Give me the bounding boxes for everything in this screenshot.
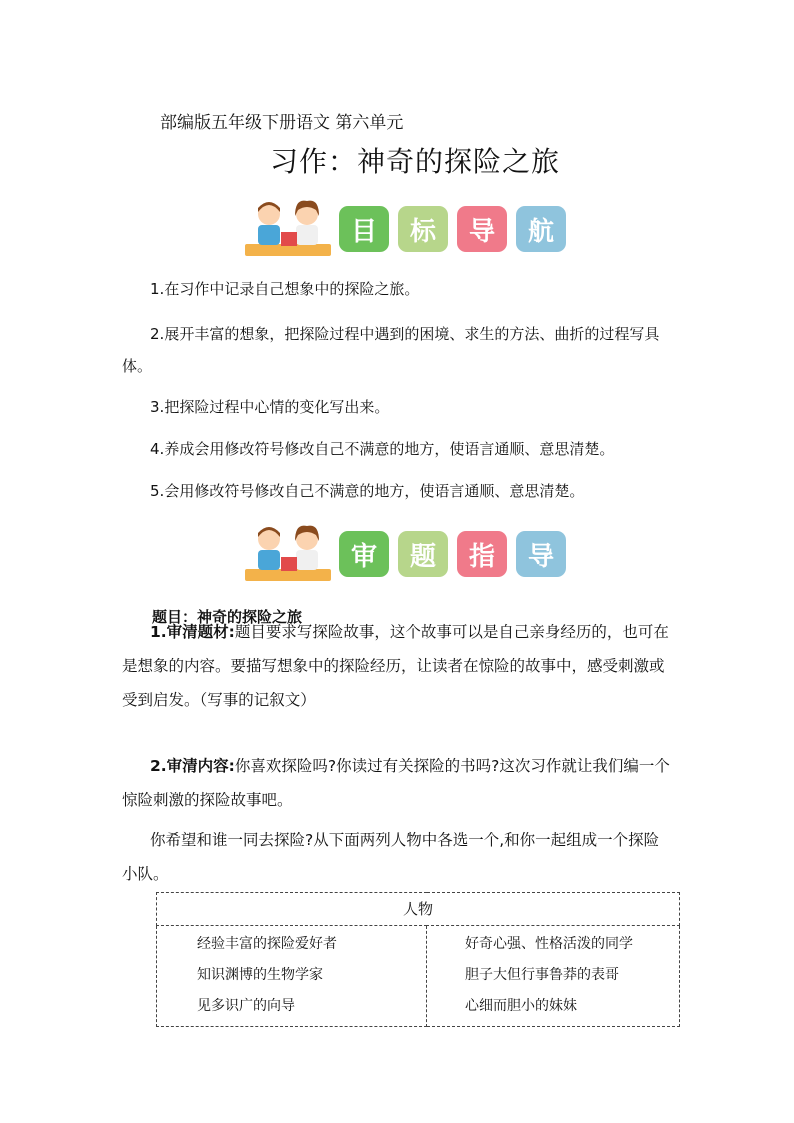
point-1: 1.审清题材:题目要求写探险故事，这个故事可以是自己亲身经历的，也可在是想象的内容。要描写想象中的探险经历，让读者在惊险的故事中，感受刺激或受到启发。（写事的记叙文） [122, 623, 669, 709]
banner-char-3: 指 [457, 531, 507, 577]
banner-char-1: 目 [339, 206, 389, 252]
left-column [157, 926, 427, 1027]
banner-char-3: 导 [457, 206, 507, 252]
character-table [156, 892, 680, 1027]
list-item: 胆子大但行事鲁莽的表哥 [465, 967, 619, 983]
table-header: 人物 [157, 893, 680, 926]
goal-1: 1.在习作中记录自己想象中的探险之旅。 [150, 280, 420, 298]
goal-4: 4.养成会用修改符号修改自己不满意的地方，使语言通顺、意思清楚。 [150, 440, 615, 458]
list-item: 好奇心强、性格活泼的同学 [465, 936, 633, 952]
children-reading-icon [243, 523, 333, 585]
page-title: 习作：神奇的探险之旅 [269, 145, 560, 178]
banner-char-4: 导 [516, 531, 566, 577]
prompt-paragraph: 你希望和谁一同去探险?从下面两列人物中各选一个,和你一起组成一个探险小队。 [122, 831, 660, 883]
goal-2: 2.展开丰富的想象，把探险过程中遇到的困境、求生的方法、曲折的过程写具体。 [122, 325, 660, 375]
page-header: 部编版五年级下册语文 第六单元 [160, 113, 404, 133]
list-item: 知识渊博的生物学家 [197, 967, 323, 983]
banner-char-2: 题 [398, 531, 448, 577]
goal-3: 3.把探险过程中心情的变化写出来。 [150, 398, 390, 416]
list-item: 经验丰富的探险爱好者 [197, 936, 337, 952]
guide-banner [243, 523, 575, 585]
children-reading-icon [243, 198, 333, 260]
goal-5: 5.会用修改符号修改自己不满意的地方，使语言通顺、意思清楚。 [150, 482, 585, 500]
list-item: 见多识广的向导 [197, 998, 295, 1014]
banner-char-1: 审 [339, 531, 389, 577]
list-item: 心细而胆小的妹妹 [465, 998, 577, 1014]
banner-char-4: 航 [516, 206, 566, 252]
goal-banner [243, 198, 575, 260]
point-2: 2.审清内容:你喜欢探险吗?你读过有关探险的书吗?这次习作就让我们编一个惊险刺激的探险故事吧。 [122, 757, 670, 809]
right-column [427, 926, 680, 1027]
banner-char-2: 标 [398, 206, 448, 252]
subject-line: 题目：神奇的探险之旅 [152, 608, 303, 626]
